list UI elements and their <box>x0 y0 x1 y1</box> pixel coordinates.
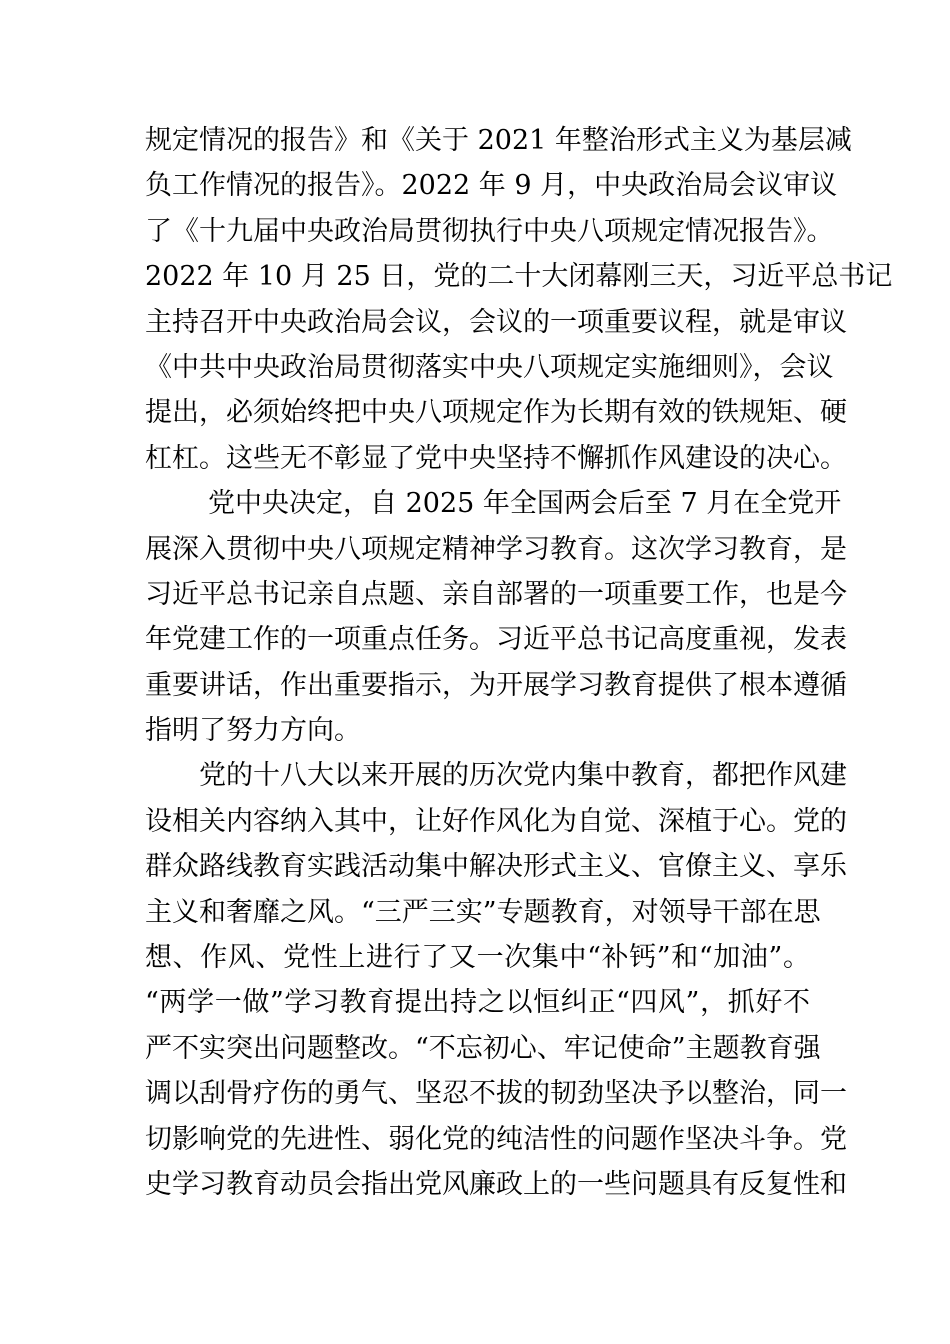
text-line: 史学习教育动员会指出党风廉政上的一些问题具有反复性和 <box>145 1168 847 1200</box>
text-line: 了《十九届中央政治局贯彻执行中央八项规定情况报告》。 <box>145 215 834 247</box>
text-line: 指明了努力方向。 <box>145 715 361 747</box>
text-line: 群众路线教育实践活动集中解决形式主义、官僚主义、享乐 <box>145 851 847 883</box>
paragraph-2 <box>145 481 847 753</box>
text-line: 杠杠。这些无不彰显了党中央坚持不懈抓作风建设的决心。 <box>145 442 847 474</box>
text-line: 规定情况的报告》和《关于 2021 年整治形式主义为基层减 <box>145 125 852 156</box>
text-line: 主义和奢靡之风。“三严三实”专题教育，对领导干部在思 <box>145 896 821 928</box>
text-line: 2022 年 10 月 25 日，党的二十大闭幕刚三天，习近平总书记 <box>145 261 893 293</box>
text-line: 严不实突出问题整改。“不忘初心、牢记使命”主题教育强 <box>145 1032 821 1064</box>
text-line: 设相关内容纳入其中，让好作风化为自觉、深植于心。党的 <box>145 805 847 837</box>
text-line: 年党建工作的一项重点任务。习近平总书记高度重视，发表 <box>145 624 847 656</box>
text-line: 负工作情况的报告》。2022 年 9 月，中央政治局会议审议 <box>145 170 838 202</box>
text-line: 党的十八大以来开展的历次党内集中教育，都把作风建 <box>199 760 847 792</box>
text-line: 提出，必须始终把中央八项规定作为长期有效的铁规矩、硬 <box>145 397 847 429</box>
text-line: 习近平总书记亲自点题、亲自部署的一项重要工作，也是今 <box>145 578 847 610</box>
document-body <box>145 118 893 1207</box>
text-line: “两学一做”学习教育提出持之以恒纠正“四风”，抓好不 <box>145 987 810 1019</box>
text-line: 党中央决定，自 2025 年全国两会后至 7 月在全党开 <box>208 488 842 520</box>
text-line: 重要讲话，作出重要指示，为开展学习教育提供了根本遵循 <box>145 669 847 701</box>
text-line: 《中共中央政治局贯彻落实中央八项规定实施细则》，会议 <box>145 351 834 383</box>
text-line: 想、作风、党性上进行了又一次集中“补钙”和“加油”。 <box>145 942 810 974</box>
paragraph-3 <box>145 753 847 1207</box>
paragraph-1 <box>145 118 893 481</box>
text-line: 切影响党的先进性、弱化党的纯洁性的问题作坚决斗争。党 <box>145 1123 847 1155</box>
text-line: 展深入贯彻中央八项规定精神学习教育。这次学习教育，是 <box>145 533 847 565</box>
text-line: 主持召开中央政治局会议，会议的一项重要议程，就是审议 <box>145 306 847 338</box>
text-line: 调以刮骨疗伤的勇气、坚忍不拔的韧劲坚决予以整治，同一 <box>145 1078 847 1110</box>
